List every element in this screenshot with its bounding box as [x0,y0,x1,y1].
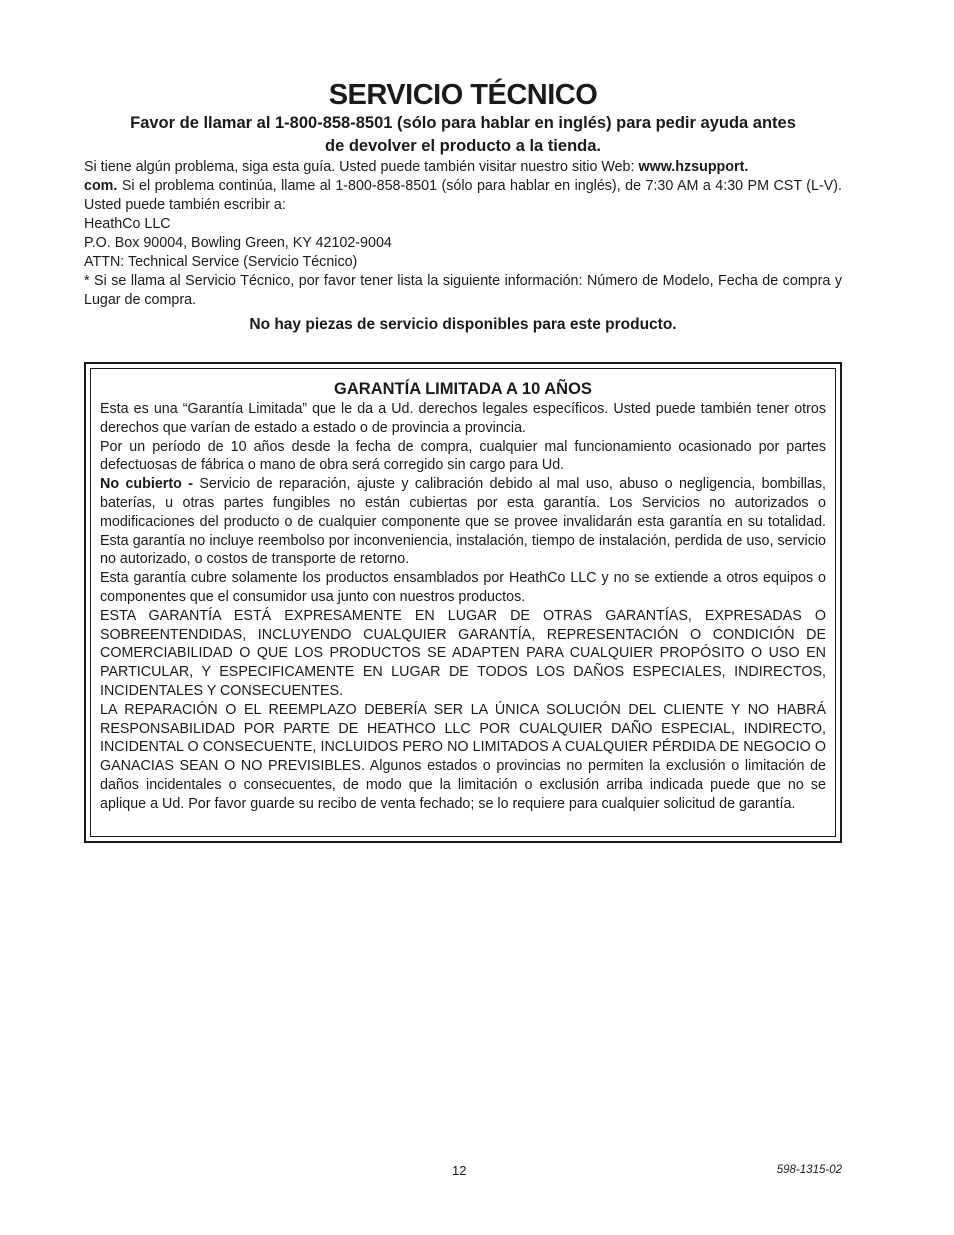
subtitle-line-1: Favor de llamar al 1-800-858-8501 (sólo para hablar en inglés) para pedir ayuda antes [130,114,796,132]
warranty-paragraph-6: LA REPARACIÓN O EL REEMPLAZO DEBERÍA SER LA ÚNICA SOLUCIÓN DEL CLIENTE Y NO HABRÁ RESPONSABILIDAD POR PARTE DE HEATHCO LLC POR CUALQUIER DAÑO ESPECIAL, INDIRECTO, INCIDENTAL O CONSECUENTE, INCLUIDOS PERO NO LIMITADOS A CUALQUIER PÉRDIDA DE NEGOCIO O GANACIAS SEAN O NO PREVISIBLES. Algunos estados o provincias no permiten la exclusión o limitación de daños incidentales o consecuentes, de modo que la limitación o exclusión arriba indicada puede que no se aplique a Ud. Por favor guarde su recibo de venta fechado; se lo requiere para cualquier solicitud de garantía. [100,701,826,812]
website-link-cont[interactable]: com. [84,178,118,194]
website-link[interactable]: www.hzsupport. [638,159,749,175]
company-name: HeathCo LLC [84,216,171,232]
service-note: * Si se llama al Servicio Técnico, por favor tener lista la siguiente información: Número de Modelo, Fecha de compra y Lugar de compra. [84,273,842,308]
warranty-paragraph-2: Por un período de 10 años desde la fecha de compra, cualquier mal funcionamiento ocasionado por partes defectuosas de fábrica o mano de obra será corregido sin cargo para Ud. [100,438,826,474]
warranty-box-inner [90,368,836,837]
intro-text-b: Si el problema continúa, llame al 1-800-858-8501 (sólo para hablar en inglés), de 7:30 AM a 4:30 PM CST (L-V). Usted puede también escribir a: [84,178,842,213]
page-number: 12 [452,1163,467,1178]
service-section [84,78,842,335]
mailing-address: P.O. Box 90004, Bowling Green, KY 42102-9004 [84,235,392,251]
parts-notice: No hay piezas de servicio disponibles para este producto. [249,316,677,333]
warranty-box [84,362,842,843]
warranty-paragraph-5: ESTA GARANTÍA ESTÁ EXPRESAMENTE EN LUGAR DE OTRAS GARANTÍAS, EXPRESADAS O SOBREENTENDIDAS, INCLUYENDO CUALQUIER GARANTÍA, REPRESENTACIÓN O CONDICIÓN DE COMERCIABILIDAD O QUE LOS PRODUCTOS SE ADAPTEN PARA CUALQUIER PROPÓSITO O USO EN PARTICULAR, Y ESPECIFICAMENTE EN LUGAR DE TODOS LOS DAÑOS ESPECIALES, INDIRECTOS, INCIDENTALES Y CONSECUENTES. [100,607,826,699]
warranty-title: GARANTÍA LIMITADA A 10 AÑOS [334,380,592,398]
subtitle-line-2: de devolver el producto a la tienda. [325,137,601,155]
intro-text-a: Si tiene algún problema, siga esta guía. Usted puede también visitar nuestro sitio Web: [84,159,639,175]
service-intro [84,158,842,215]
page-title: SERVICIO TÉCNICO [328,79,598,111]
document-code: 598-1315-02 [776,1164,842,1176]
warranty-paragraph-3 [100,475,826,569]
not-covered-label: No cubierto - [100,476,193,493]
warranty-paragraph-1: Esta es una “Garantía Limitada” que le da a Ud. derechos legales específicos. Usted puede también tener otros derechos que varían de estado a estado o de provincia a provincia. [100,401,826,436]
not-covered-text: Servicio de reparación, ajuste y calibración debido al mal uso, abuso o negligencia, bombillas, baterías, u otras partes fungibles no están cubiertas por esta garantía. Los Servicios no autorizados o modificaciones del producto o de cualquier componente que se provee invalidarán esta garantía en su totalidad. Esta garantía no incluye reembolso por inconveniencia, instalación, tiempo de instalación, perdida de uso, servicio no autorizado, o costos de transporte de retorno. [100,476,826,568]
warranty-paragraph-4: Esta garantía cubre solamente los productos ensamblados por HeathCo LLC y no se extiende a otros equipos o componentes que el consumidor usa junto con nuestros productos. [100,570,826,605]
attention-line: ATTN: Technical Service (Servicio Técnico) [84,254,358,270]
